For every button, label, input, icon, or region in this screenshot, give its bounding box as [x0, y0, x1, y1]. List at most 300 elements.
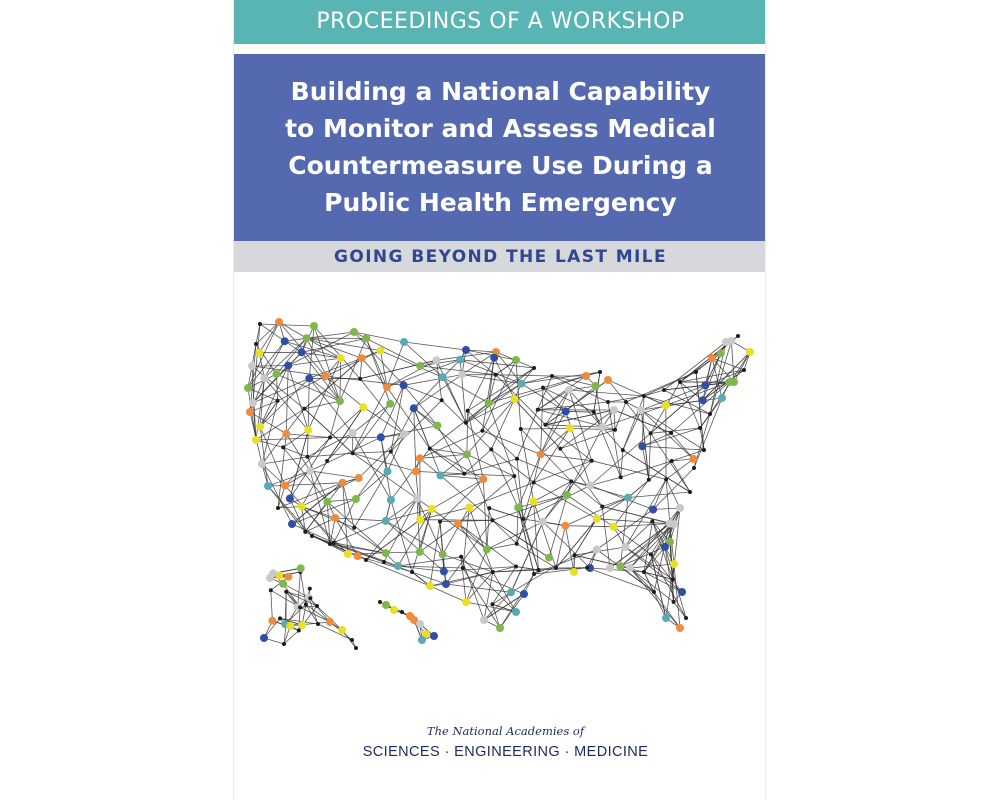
series-banner	[234, 0, 766, 44]
network-node	[389, 450, 393, 454]
network-node	[624, 400, 628, 404]
network-node	[483, 545, 491, 553]
network-node	[530, 498, 538, 506]
network-node	[670, 459, 674, 463]
network-link	[259, 322, 279, 353]
network-node	[281, 337, 289, 345]
network-node	[350, 328, 358, 336]
network-link	[260, 324, 314, 326]
network-node	[545, 554, 553, 562]
network-link	[420, 509, 432, 552]
network-link	[404, 375, 462, 386]
network-link	[517, 508, 519, 544]
network-node	[266, 574, 274, 582]
network-node	[676, 624, 684, 632]
network-node	[550, 374, 554, 378]
network-link	[694, 398, 722, 468]
network-node	[428, 505, 436, 513]
network-node	[377, 433, 385, 441]
network-link	[430, 586, 466, 602]
network-node	[354, 646, 358, 650]
network-link	[386, 521, 443, 555]
network-node	[279, 580, 287, 588]
network-link	[517, 459, 571, 482]
network-node	[244, 384, 252, 392]
network-node	[512, 356, 520, 364]
network-link	[493, 495, 568, 520]
network-node	[458, 371, 466, 379]
network-node	[284, 362, 292, 370]
network-node	[491, 570, 495, 574]
network-link	[391, 452, 417, 499]
network-node	[661, 543, 669, 551]
network-node	[326, 618, 334, 626]
network-node	[519, 427, 523, 431]
network-node	[717, 349, 725, 357]
network-node	[440, 567, 448, 575]
network-node	[637, 406, 645, 414]
network-node	[613, 428, 617, 432]
network-link	[674, 602, 686, 618]
network-node	[286, 495, 294, 503]
network-node	[569, 479, 573, 483]
network-node	[676, 504, 684, 512]
network-link	[649, 433, 651, 480]
network-link	[391, 449, 430, 501]
network-node	[619, 475, 623, 479]
network-link	[391, 500, 412, 572]
network-node	[462, 346, 470, 354]
network-node	[462, 598, 470, 606]
network-node	[485, 399, 493, 407]
network-node	[439, 550, 447, 558]
network-node	[459, 555, 463, 559]
network-node	[352, 526, 356, 530]
network-node	[692, 466, 696, 470]
network-link	[420, 508, 469, 520]
network-node	[742, 368, 746, 372]
network-node	[298, 621, 306, 629]
network-node	[382, 601, 390, 609]
network-node	[284, 590, 288, 594]
alaska-links	[264, 568, 356, 648]
network-node	[378, 600, 382, 604]
network-node	[358, 377, 362, 381]
network-link	[304, 401, 340, 409]
network-node	[325, 459, 329, 463]
network-link	[511, 555, 574, 592]
network-link	[398, 557, 461, 566]
network-link	[590, 486, 653, 510]
network-node	[352, 495, 360, 503]
network-node	[260, 374, 268, 382]
network-node	[337, 354, 345, 362]
network-node	[662, 401, 670, 409]
network-node	[331, 514, 339, 522]
network-link	[642, 433, 671, 446]
publisher-line-1: The National Academies of	[426, 724, 585, 738]
network-link	[570, 428, 615, 429]
network-node	[464, 421, 468, 425]
network-node	[332, 541, 336, 545]
publisher-imprint	[234, 724, 766, 760]
network-node	[511, 395, 519, 403]
network-node	[541, 386, 545, 390]
network-link	[430, 522, 440, 586]
network-node	[260, 634, 268, 642]
network-node	[489, 447, 493, 451]
network-link	[308, 378, 310, 457]
network-node	[494, 373, 498, 377]
network-node	[487, 506, 491, 510]
network-node	[358, 354, 366, 362]
network-node	[650, 519, 654, 523]
network-node	[621, 448, 625, 452]
network-link	[630, 568, 674, 602]
network-node	[394, 562, 402, 570]
network-node	[649, 506, 657, 514]
network-node	[606, 564, 614, 572]
network-node	[258, 322, 262, 326]
network-node	[351, 451, 355, 455]
network-node	[610, 406, 618, 414]
network-link	[560, 430, 615, 449]
network-map-illustration	[234, 272, 766, 672]
network-link	[565, 526, 613, 527]
network-node	[561, 522, 569, 530]
network-link	[621, 450, 623, 477]
network-link	[285, 332, 354, 341]
network-node	[384, 467, 392, 475]
network-node	[278, 616, 282, 620]
network-node	[288, 520, 296, 528]
network-node	[302, 407, 306, 411]
network-node	[662, 388, 666, 392]
network-node	[439, 373, 447, 381]
network-link	[404, 385, 438, 425]
network-node	[410, 404, 418, 412]
network-node	[699, 396, 707, 404]
network-node	[436, 471, 444, 479]
network-link	[615, 402, 626, 430]
network-node	[428, 447, 432, 451]
network-node	[491, 518, 495, 522]
network-link	[353, 433, 391, 500]
network-link	[680, 341, 731, 382]
network-node	[382, 549, 390, 557]
network-node	[304, 426, 312, 434]
network-node	[572, 553, 576, 557]
network-node	[310, 534, 314, 538]
network-node	[463, 450, 471, 458]
network-node	[246, 408, 254, 416]
network-node	[563, 491, 571, 499]
network-node	[669, 431, 673, 435]
network-link	[381, 351, 388, 387]
network-node	[328, 436, 332, 440]
network-node	[268, 617, 276, 625]
network-node	[416, 362, 424, 370]
network-link	[404, 342, 466, 350]
network-node	[349, 429, 357, 437]
network-node	[539, 518, 547, 526]
network-node	[430, 632, 438, 640]
network-node	[303, 530, 307, 534]
network-node	[600, 505, 604, 509]
network-node	[416, 454, 424, 462]
network-node	[515, 542, 519, 546]
network-node	[642, 394, 646, 398]
network-node	[565, 386, 573, 394]
network-link	[381, 437, 388, 471]
network-node	[362, 334, 370, 342]
network-node	[688, 490, 692, 494]
network-node	[621, 543, 629, 551]
network-link	[467, 399, 515, 454]
network-node	[359, 403, 367, 411]
network-node	[438, 520, 442, 524]
network-node	[512, 608, 520, 616]
network-node	[412, 467, 420, 475]
network-node	[537, 568, 541, 572]
network-node	[593, 515, 601, 523]
network-link	[515, 399, 561, 449]
network-node	[416, 548, 424, 556]
network-node	[364, 558, 368, 562]
network-node	[592, 410, 596, 414]
network-link	[317, 606, 342, 630]
network-node	[298, 605, 302, 609]
network-node	[566, 424, 574, 432]
network-node	[297, 564, 305, 572]
network-node	[672, 600, 676, 604]
network-link	[491, 384, 521, 450]
network-node	[276, 506, 280, 510]
network-node	[377, 347, 385, 355]
network-node	[666, 520, 674, 528]
network-node	[536, 408, 540, 412]
network-node	[599, 423, 607, 431]
network-link	[417, 499, 420, 552]
network-node	[708, 354, 716, 362]
network-link	[420, 431, 483, 459]
network-node	[515, 457, 519, 461]
network-node	[649, 431, 653, 435]
network-node	[433, 356, 441, 364]
network-link	[458, 524, 487, 550]
network-node	[480, 429, 484, 433]
network-node	[514, 565, 518, 569]
network-link	[464, 474, 514, 476]
network-node	[323, 498, 331, 506]
network-node	[416, 620, 424, 628]
network-node	[701, 381, 709, 389]
network-node	[570, 568, 578, 576]
network-link	[366, 338, 420, 366]
network-node	[344, 550, 352, 558]
network-node	[514, 504, 522, 512]
network-link	[594, 412, 621, 477]
network-link	[298, 572, 301, 607]
network-node	[532, 572, 536, 576]
network-node	[413, 495, 421, 503]
network-link	[487, 508, 489, 549]
network-node	[400, 381, 408, 389]
network-node	[642, 570, 646, 574]
mainland-links	[248, 322, 750, 628]
network-node	[479, 475, 487, 483]
network-link	[651, 554, 686, 618]
network-link	[391, 408, 414, 451]
network-node	[647, 478, 651, 482]
network-link	[521, 428, 570, 429]
network-node	[418, 636, 426, 644]
network-link	[642, 446, 704, 450]
subtitle-banner	[234, 241, 766, 272]
network-node	[718, 394, 726, 402]
network-link	[545, 425, 602, 427]
network-node	[456, 356, 464, 364]
network-map-icon	[234, 272, 766, 672]
network-node	[454, 520, 462, 528]
network-node	[310, 322, 318, 330]
network-node	[518, 380, 526, 388]
network-link	[467, 411, 468, 455]
network-link	[614, 524, 670, 527]
network-node	[382, 517, 390, 525]
network-node	[400, 338, 408, 346]
network-node	[678, 588, 686, 596]
network-node	[507, 588, 515, 596]
network-node	[308, 587, 312, 591]
network-node	[521, 517, 525, 521]
network-node	[649, 552, 653, 556]
network-node	[281, 445, 285, 449]
network-node	[664, 477, 668, 481]
network-node	[297, 629, 301, 633]
network-node	[382, 560, 386, 564]
network-link	[493, 520, 550, 557]
network-node	[624, 494, 632, 502]
book-cover	[233, 0, 766, 800]
network-node	[465, 504, 473, 512]
network-link	[414, 375, 462, 409]
network-node	[520, 590, 528, 598]
network-node	[480, 616, 488, 624]
network-link	[256, 438, 330, 441]
network-node	[308, 596, 312, 600]
network-node	[442, 580, 450, 588]
network-node	[306, 467, 314, 475]
network-node	[258, 460, 266, 468]
network-node	[321, 372, 329, 380]
network-node	[702, 448, 706, 452]
network-link	[262, 401, 278, 464]
network-node	[400, 430, 408, 438]
network-node	[255, 349, 263, 357]
network-node	[684, 616, 688, 620]
network-node	[433, 422, 441, 430]
network-node	[383, 383, 391, 391]
network-node	[746, 348, 754, 356]
network-node	[694, 370, 698, 374]
network-link	[398, 509, 432, 566]
network-node	[537, 450, 545, 458]
network-node	[306, 455, 310, 459]
network-node	[496, 624, 504, 632]
network-node	[562, 408, 570, 416]
network-node	[462, 472, 466, 476]
network-node	[606, 400, 610, 404]
network-node	[248, 362, 256, 370]
network-node	[662, 614, 670, 622]
network-node	[315, 604, 319, 608]
network-node	[582, 372, 590, 380]
network-node	[249, 399, 257, 407]
network-node	[390, 606, 398, 614]
network-node	[652, 590, 656, 594]
network-node	[727, 337, 735, 345]
network-link	[565, 526, 574, 572]
network-node	[461, 566, 465, 570]
network-node	[264, 482, 272, 490]
network-node	[708, 412, 712, 416]
network-node	[386, 400, 394, 408]
network-link	[493, 520, 517, 543]
network-link	[310, 471, 359, 478]
network-node	[256, 423, 264, 431]
network-node	[286, 622, 294, 630]
network-node	[305, 374, 313, 382]
network-link	[335, 518, 386, 521]
network-node	[387, 496, 395, 504]
network-node	[466, 409, 470, 413]
network-node	[410, 570, 414, 574]
network-node	[254, 342, 258, 346]
network-link	[491, 449, 518, 507]
network-node	[400, 610, 404, 614]
network-link	[437, 426, 464, 474]
network-node	[725, 378, 733, 386]
network-link	[494, 358, 514, 399]
network-node	[593, 546, 601, 554]
network-node	[490, 602, 494, 606]
network-link	[644, 572, 666, 618]
network-node	[273, 370, 281, 378]
network-node	[532, 366, 536, 370]
network-node	[490, 354, 498, 362]
network-node	[416, 516, 424, 524]
network-link	[414, 408, 416, 471]
network-link	[566, 412, 594, 413]
network-link	[483, 479, 487, 549]
network-node	[328, 542, 332, 546]
network-node	[626, 564, 634, 572]
network-node	[532, 481, 536, 485]
network-link	[271, 590, 273, 620]
network-node	[512, 474, 516, 478]
network-node	[276, 399, 280, 403]
network-node	[585, 566, 589, 570]
network-link	[330, 521, 386, 544]
network-link	[325, 376, 363, 407]
network-node	[284, 573, 292, 581]
network-node	[350, 638, 354, 642]
series-label: PROCEEDINGS OF A WORKSHOP	[316, 8, 685, 34]
title-block	[234, 54, 766, 241]
network-node	[336, 397, 344, 405]
network-node	[304, 602, 308, 606]
